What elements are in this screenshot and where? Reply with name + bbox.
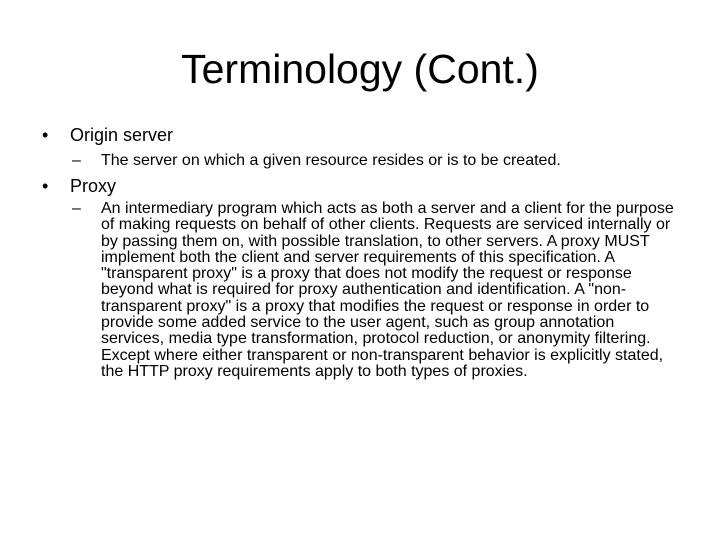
sub-bullet-marker: – — [72, 200, 81, 217]
bullet-marker: • — [42, 176, 49, 196]
slide-title: Terminology (Cont.) — [181, 46, 539, 92]
sub-bullet-text: The server on which a given resource resides or is to be created. — [101, 152, 561, 169]
sub-bullet-marker: – — [72, 152, 81, 169]
sub-bullet-text: An intermediary program which acts as both a server and a client for the purpose of making requests on behalf of other clients. Requests are serviced internally or by passing them on, with possible translation, to other servers. A proxy MUST implement both the client and server requirements of this specification. A "transparent proxy" is a proxy that does not modify the request or response beyond what is required for proxy authentication and identification. A "non-transparent proxy" is a proxy that modifies the request or response in order to provide some added service to the user agent, such as group annotation services, media type transformation, protocol reduction, or anonymity filtering. Except where either transparent or non-transparent behavior is explicitly stated, the HTTP proxy requirements apply to both types of proxies. — [101, 200, 674, 380]
bullet-marker: • — [42, 125, 49, 145]
bullet-label: Origin server — [70, 125, 174, 145]
bullet-label: Proxy — [70, 176, 117, 196]
